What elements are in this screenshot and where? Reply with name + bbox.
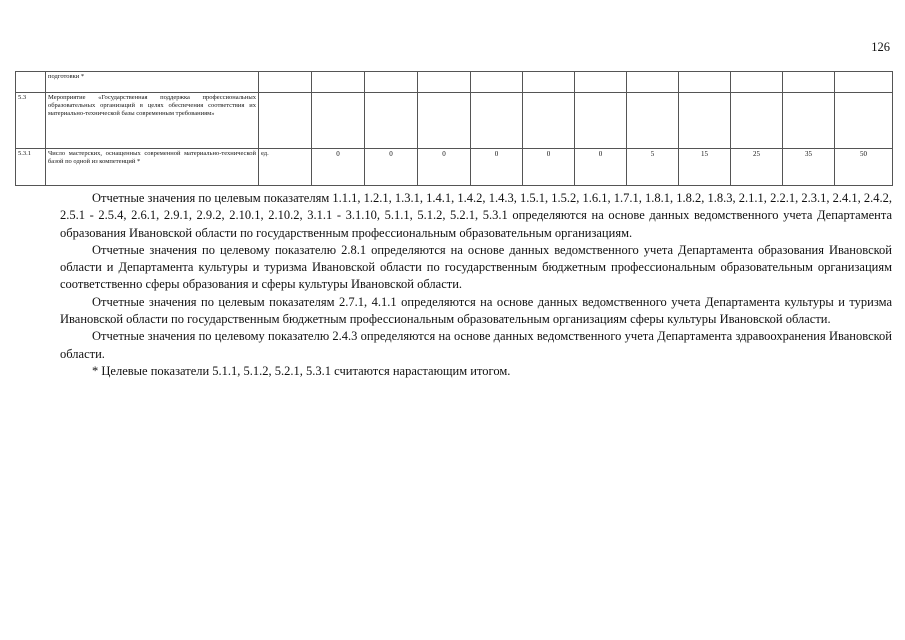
value-cell bbox=[627, 72, 679, 93]
value-cell bbox=[471, 93, 523, 149]
footnote: * Целевые показатели 5.1.1, 5.1.2, 5.2.1, 5.3.1 считаются нарастающим итогом. bbox=[92, 363, 511, 378]
value-cell bbox=[418, 93, 471, 149]
paragraph: Отчетные значения по целевому показателю 2.4.3 определяются на основе данных ведомственного учета Департамента здравоохранения Ивановской области. bbox=[60, 329, 892, 361]
value-cell bbox=[523, 93, 575, 149]
page-number: 126 bbox=[871, 40, 890, 54]
table-row bbox=[16, 72, 893, 93]
paragraph: Отчетные значения по целевому показателю 2.8.1 определяются на основе данных ведомственного учета Департамента образования Ивановской области и Департамента культуры и туризма Ивановской области по государственным бюджетным профессиональным образовательным организациям соответственно сферы образования и сферы культуры Ивановской области. bbox=[60, 242, 892, 292]
row-name-cell: Мероприятие «Государственная поддержка профессиональных образовательных организаций в целях обеспечения соответствия их материально-технической базы современным требованиям» bbox=[46, 93, 259, 149]
value-cell: 0 bbox=[312, 149, 365, 186]
value-cell bbox=[523, 72, 575, 93]
paragraph: Отчетные значения по целевым показателям 1.1.1, 1.2.1, 1.3.1, 1.4.1, 1.4.2, 1.4.3, 1.5.1, 1.5.2, 1.6.1, 1.7.1, 1.8.1, 1.8.2, 1.8.3, 2.1.1, 2.2.1, 2.3.1, 2.4.1, 2.4.2, 2.5.1 - 2.5.4, 2.6.1, 2.9.1, 2.9.2, 2.10.1, 2.10.2, 3.1.1 - 3.1.10, 5.1.1, 5.1.2, 5.2.1, 5.3.1 определяются на основе данных ведомственного учета Департамента образования Ивановской области по государственным профессиональным образовательным организациям. bbox=[60, 191, 892, 240]
value-cell bbox=[627, 93, 679, 149]
value-cell bbox=[835, 72, 893, 93]
value-cell bbox=[312, 93, 365, 149]
notes-text bbox=[60, 190, 892, 380]
value-cell: 35 bbox=[783, 149, 835, 186]
value-cell: 15 bbox=[679, 149, 731, 186]
value-cell bbox=[418, 72, 471, 93]
unit-cell bbox=[259, 93, 312, 149]
value-cell: 0 bbox=[365, 149, 418, 186]
table-row bbox=[16, 149, 893, 186]
table-row bbox=[16, 93, 893, 149]
value-cell bbox=[731, 72, 783, 93]
value-cell: 0 bbox=[471, 149, 523, 186]
value-cell: 0 bbox=[575, 149, 627, 186]
row-code-cell: 5.3 bbox=[16, 93, 46, 149]
value-cell bbox=[731, 93, 783, 149]
value-cell: 25 bbox=[731, 149, 783, 186]
value-cell: 50 bbox=[835, 149, 893, 186]
row-code-cell: 5.3.1 bbox=[16, 149, 46, 186]
value-cell bbox=[679, 93, 731, 149]
row-code-cell bbox=[16, 72, 46, 93]
unit-cell: ед. bbox=[259, 149, 312, 186]
value-cell bbox=[471, 72, 523, 93]
indicator-table bbox=[15, 71, 893, 186]
value-cell bbox=[783, 93, 835, 149]
value-cell bbox=[575, 93, 627, 149]
paragraph: Отчетные значения по целевым показателям 2.7.1, 4.1.1 определяются на основе данных ведомственного учета Департамента культуры и туризма Ивановской области по государственным бюджетным профессиональным образовательным организациям сферы культуры Ивановской области. bbox=[60, 294, 892, 327]
value-cell bbox=[835, 93, 893, 149]
value-cell bbox=[312, 72, 365, 93]
value-cell: 5 bbox=[627, 149, 679, 186]
value-cell bbox=[365, 93, 418, 149]
value-cell bbox=[679, 72, 731, 93]
value-cell bbox=[365, 72, 418, 93]
value-cell bbox=[575, 72, 627, 93]
row-name-cell: подготовки * bbox=[46, 72, 259, 93]
value-cell: 0 bbox=[523, 149, 575, 186]
value-cell: 0 bbox=[418, 149, 471, 186]
row-name-cell: Число мастерских, оснащенных современной материально-технической базой по одной из компетенций * bbox=[46, 149, 259, 186]
unit-cell bbox=[259, 72, 312, 93]
value-cell bbox=[783, 72, 835, 93]
